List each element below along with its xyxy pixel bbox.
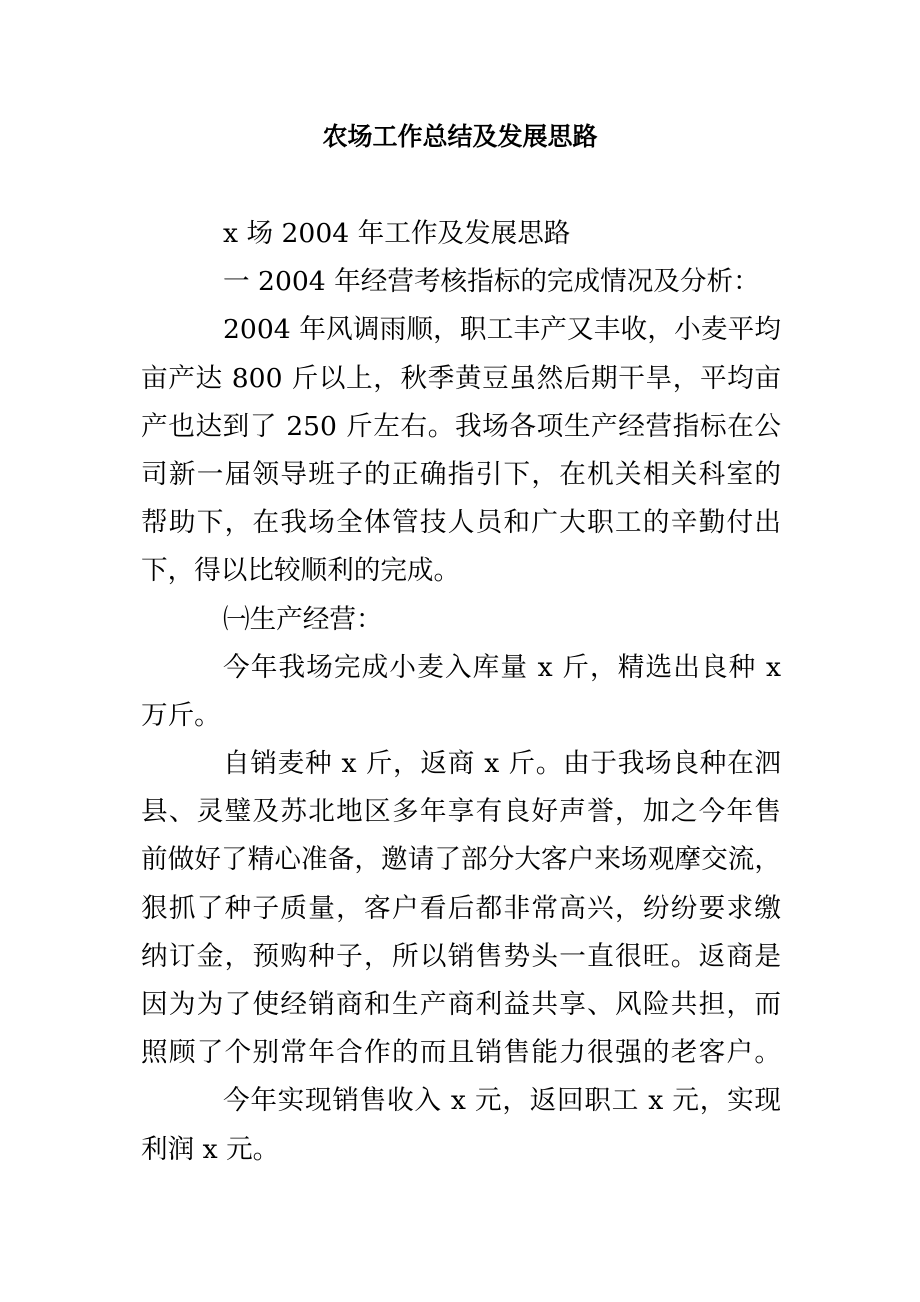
section-heading-line: 一 2004 年经营考核指标的完成情况及分析： xyxy=(223,266,760,298)
paragraph-line: 利润 x 元。 xyxy=(141,1133,280,1165)
document-title: 农场工作总结及发展思路 xyxy=(322,122,598,151)
paragraph-line: 2004 年风调雨顺，职工丰产又丰收，小麦平均 xyxy=(223,314,781,346)
paragraph-line: 司新一届领导班子的正确指引下，在机关相关科室的 xyxy=(141,458,781,490)
document-body xyxy=(141,210,781,1174)
paragraph-line: 县、灵璧及苏北地区多年享有良好声誉，加之今年售 xyxy=(141,796,781,828)
paragraph-line: 下，得以比较顺利的完成。 xyxy=(141,555,461,587)
paragraph-line: 因为为了使经销商和生产商利益共享、风险共担，而 xyxy=(141,989,781,1020)
paragraph-line: 照顾了个别常年合作的而且销售能力很强的老客户。 xyxy=(141,1037,781,1069)
subtitle-line: x 场 2004 年工作及发展思路 xyxy=(223,218,571,249)
paragraph-line: 纳订金，预购种子，所以销售势头一直很旺。返商是 xyxy=(141,940,781,972)
paragraph-line: 帮助下，在我场全体管技人员和广大职工的辛勤付出 xyxy=(141,507,781,539)
paragraph-line: 万斤。 xyxy=(141,699,221,731)
paragraph-line: 前做好了精心准备，邀请了部分大客户来场观摩交流， xyxy=(141,844,781,876)
paragraph-line: 今年实现销售收入 x 元，返回职工 x 元，实现 xyxy=(223,1085,781,1117)
paragraph-line: 产也达到了 250 斤左右。我场各项生产经营指标在公 xyxy=(141,410,781,442)
paragraph-line: 今年我场完成小麦入库量 x 斤，精选出良种 x xyxy=(223,651,781,683)
paragraph-line: 亩产达 800 斤以上，秋季黄豆虽然后期干旱，平均亩 xyxy=(141,362,781,394)
paragraph-line: 自销麦种 x 斤，返商 x 斤。由于我场良种在泗 xyxy=(223,748,781,780)
paragraph-line: 狠抓了种子质量，客户看后都非常高兴，纷纷要求缴 xyxy=(141,892,781,924)
subsection-heading-line: ㈠生产经营： xyxy=(223,603,383,635)
